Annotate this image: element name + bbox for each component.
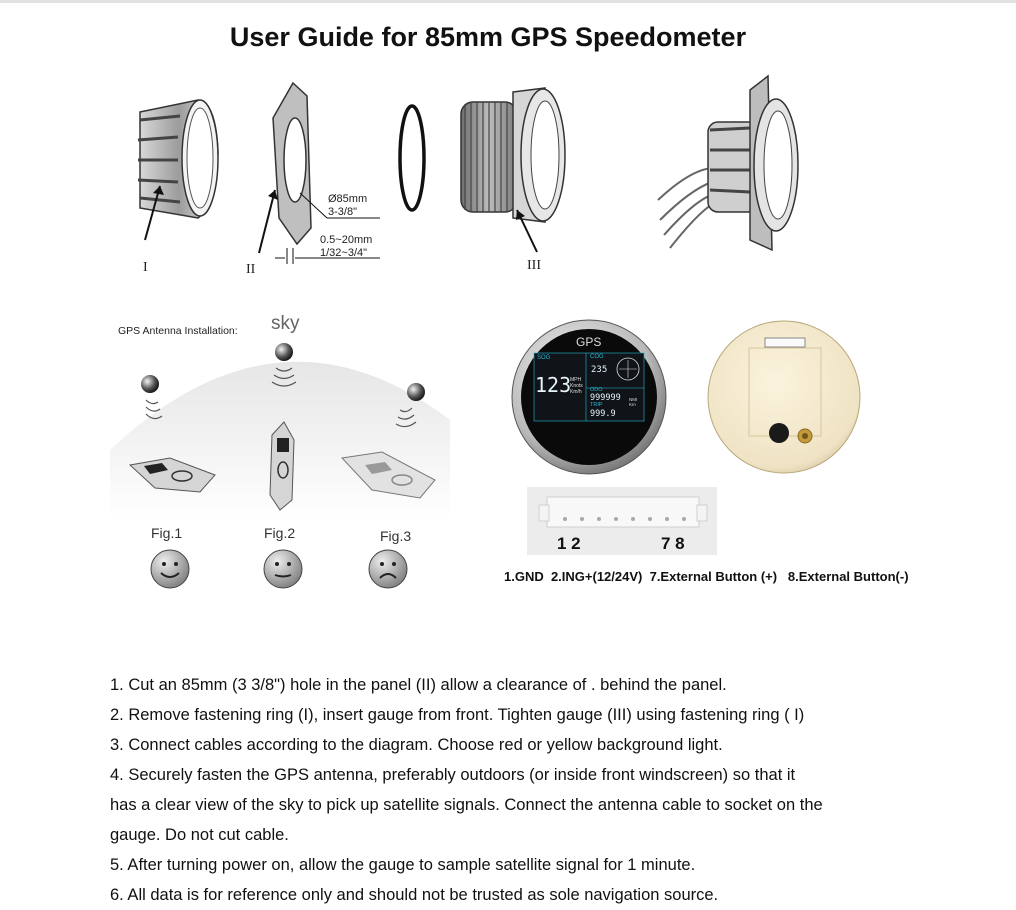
gauge-trip-label: TRIP — [590, 402, 603, 408]
fig1-label: Fig.1 — [151, 525, 183, 541]
gauge-odo-value: 999999 — [590, 393, 621, 403]
fastening-ring-illustration — [120, 90, 230, 230]
instruction-4-cont-a: has a clear view of the sky to pick up satellite signals. Connect the antenna cable to socket on the — [110, 796, 823, 814]
top-border — [0, 0, 1016, 3]
connector-legend: 1.GND 2.ING+(12/24V) 7.External Button (+) 8.External Button(-) — [504, 569, 909, 584]
fig2-label: Fig.2 — [264, 525, 296, 541]
instruction-2: 2. Remove fastening ring (I), insert gauge from front. Tighten gauge (III) using fastening ring ( I) — [110, 706, 805, 724]
o-ring-illustration — [392, 100, 432, 220]
gauge-trip-value: 999.9 — [590, 409, 616, 419]
gauge-housing-illustration — [455, 82, 585, 262]
neutral-face-icon — [263, 549, 303, 589]
sky-label: sky — [271, 313, 300, 334]
label-part-i: I — [143, 260, 148, 275]
label-part-ii: II — [246, 262, 256, 277]
gauge-distance-units: NMI Km — [629, 397, 638, 407]
diameter-mm-label: Ø85mm — [328, 193, 368, 205]
thickness-in-label: 1/32~3/4" — [320, 247, 368, 259]
fig2-antenna-vertical — [270, 422, 294, 510]
label-part-iii: III — [527, 258, 541, 273]
gauge-course-value: 235 — [591, 365, 608, 375]
antenna-sky-diagram — [110, 330, 450, 520]
thickness-mm-label: 0.5~20mm — [320, 234, 373, 246]
sad-face-icon — [368, 549, 408, 589]
happy-face-icon — [150, 549, 190, 589]
connector-pins-right: 7 8 — [661, 534, 685, 553]
gauge-cog-label: COG — [590, 354, 604, 360]
diameter-in-label: 3-3/8" — [328, 206, 357, 218]
assembled-gauge-illustration — [650, 70, 810, 260]
gauge-odo-label: ODO — [590, 387, 603, 393]
fig3-label: Fig.3 — [380, 528, 412, 544]
page-title: User Guide for 85mm GPS Speedometer — [229, 22, 747, 52]
gauge-back-photo — [705, 318, 863, 476]
instruction-5: 5. After turning power on, allow the gauge to sample satellite signal for 1 minute. — [110, 856, 696, 874]
connector-photo — [527, 487, 717, 555]
instruction-6: 6. All data is for reference only and should not be trusted as sole navigation source. — [110, 886, 719, 904]
antenna-heading: GPS Antenna Installation: — [118, 325, 238, 337]
gauge-speed-units: MPH Knots Km/h — [570, 377, 583, 395]
gauge-brand: GPS — [576, 335, 602, 349]
gauge-speed-value: 123 — [535, 373, 572, 397]
gauge-sog-label: SOG — [537, 355, 551, 361]
instruction-4: 4. Securely fasten the GPS antenna, preferably outdoors (or inside front windscreen) so that it — [110, 766, 796, 784]
instruction-4-cont-b: gauge. Do not cut cable. — [110, 826, 289, 844]
instructions-list — [110, 670, 890, 910]
connector-pins-left: 1 2 — [557, 534, 581, 553]
instruction-1: 1. Cut an 85mm (3 3/8") hole in the panel (II) allow a clearance of . behind the panel. — [110, 676, 727, 694]
instruction-3: 3. Connect cables according to the diagram. Choose red or yellow background light. — [110, 736, 723, 754]
